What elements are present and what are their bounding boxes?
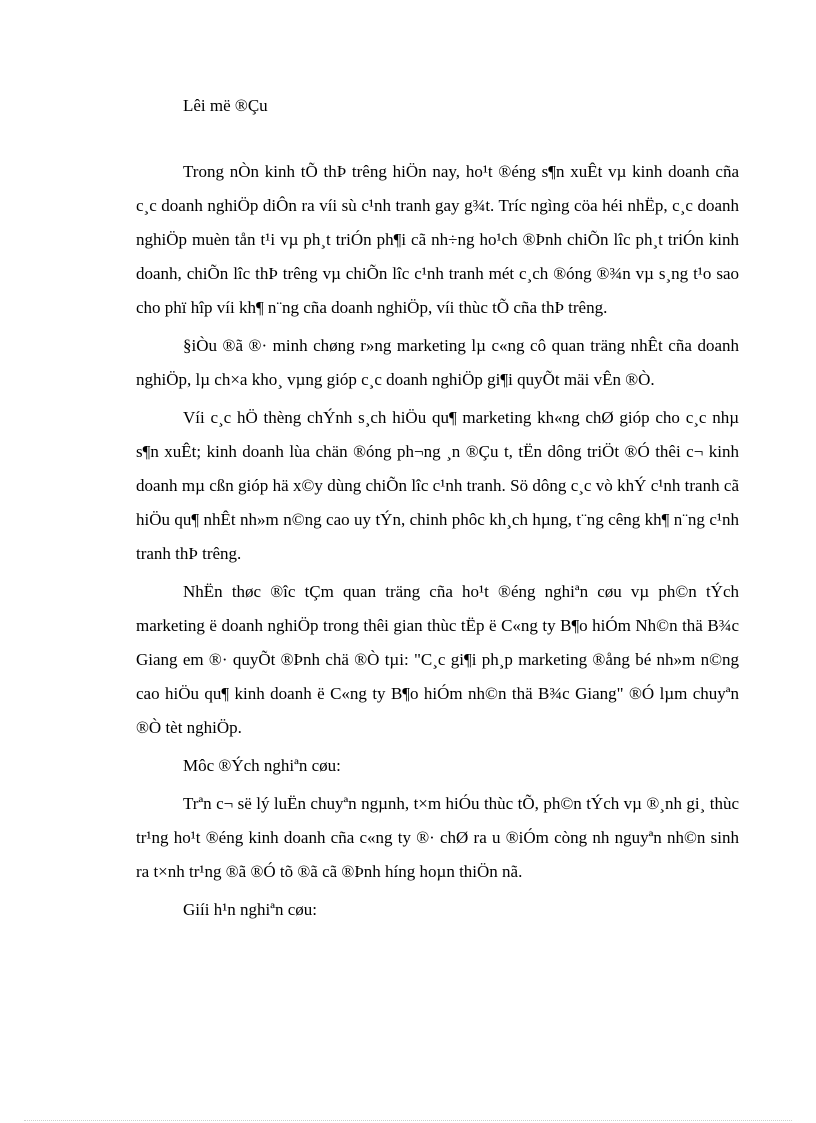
section-heading-research-purpose: Môc ®Ých nghiªn cøu: — [183, 756, 341, 775]
paragraph-marketing-policy: Víi c¸c hÖ thèng chÝnh s¸ch hiÖu qu¶ marketing kh«ng chØ gióp cho c¸c nhµ s¶n xuÊt; kinh doanh lùa chän ®óng ph¬ng ¸n ®Çu t, tËn dông triÖt ®Ó thêi c¬ kinh doanh mµ cßn gióp hä x©y dùng chiÕn lîc c¹nh tranh. Sö dông c¸c vò khÝ c¹nh tranh cã hiÖu qu¶ nhÊt nh»m n©ng cao uy tÝn, chinh phôc kh¸ch hµng, t¨ng cêng kh¶ n¨ng c¹nh tranh thÞ trêng. — [136, 408, 739, 563]
section-heading-research-scope: Giíi h¹n nghiªn cøu: — [183, 900, 317, 919]
paragraph-topic-choice: NhËn thøc ®îc tÇm quan träng cña ho¹t ®éng nghiªn cøu vµ ph©n tÝch marketing ë doanh nghiÖp trong thêi gian thùc tËp ë C«ng ty B¶o hiÓm Nh©n thä B¾c Giang em ®· quyÕt ®Þnh chä ®Ò tµi: "C¸c gi¶i ph¸p marketing ®ång bé nh»m n©ng cao hiÖu qu¶ kinh doanh ë C«ng ty B¶o hiÓm nh©n thä B¾c Giang" ®Ó lµm chuyªn ®Ò tèt nghiÖp. — [136, 582, 739, 737]
document-body — [136, 155, 739, 931]
document-heading: Lêi më ®Çu — [183, 96, 268, 115]
paragraph-intro: Trong nÒn kinh tÕ thÞ trêng hiÖn nay, ho¹t ®éng s¶n xuÊt vµ kinh doanh cña c¸c doanh nghiÖp diÔn ra víi sù c¹nh tranh gay g¾t. Tríc ngìng cöa héi nhËp, c¸c doanh nghiÖp muèn tån t¹i vµ ph¸t triÓn ph¶i cã nh÷ng ho¹ch ®Þnh chiÕn lîc ph¸t triÓn kinh doanh, chiÕn lîc thÞ trêng vµ chiÕn lîc c¹nh tranh mét c¸ch ®óng ®¾n vµ s¸ng t¹o sao cho phï hîp víi kh¶ n¨ng cña doanh nghiÖp, víi thùc tÕ cña thÞ trêng. — [136, 162, 739, 317]
paragraph-marketing-role: §iÒu ®ã ®· minh chøng r»ng marketing lµ c«ng cô quan träng nhÊt cña doanh nghiÖp, lµ ch×a kho¸ vµng gióp c¸c doanh nghiÖp gi¶i quyÕt mäi vÊn ®Ò. — [136, 336, 739, 389]
page-bottom-divider — [24, 1120, 792, 1121]
paragraph-research-purpose: Trªn c¬ së lý luËn chuyªn ngµnh, t×m hiÓu thùc tÕ, ph©n tÝch vµ ®¸nh gi¸ thùc tr¹ng ho¹t ®éng kinh doanh cña c«ng ty ®· chØ ra u ®iÓm còng nh nguyªn nh©n sinh ra t×nh tr¹ng ®ã ®Ó tõ ®ã cã ®Þnh híng hoµn thiÖn nã. — [136, 794, 739, 881]
